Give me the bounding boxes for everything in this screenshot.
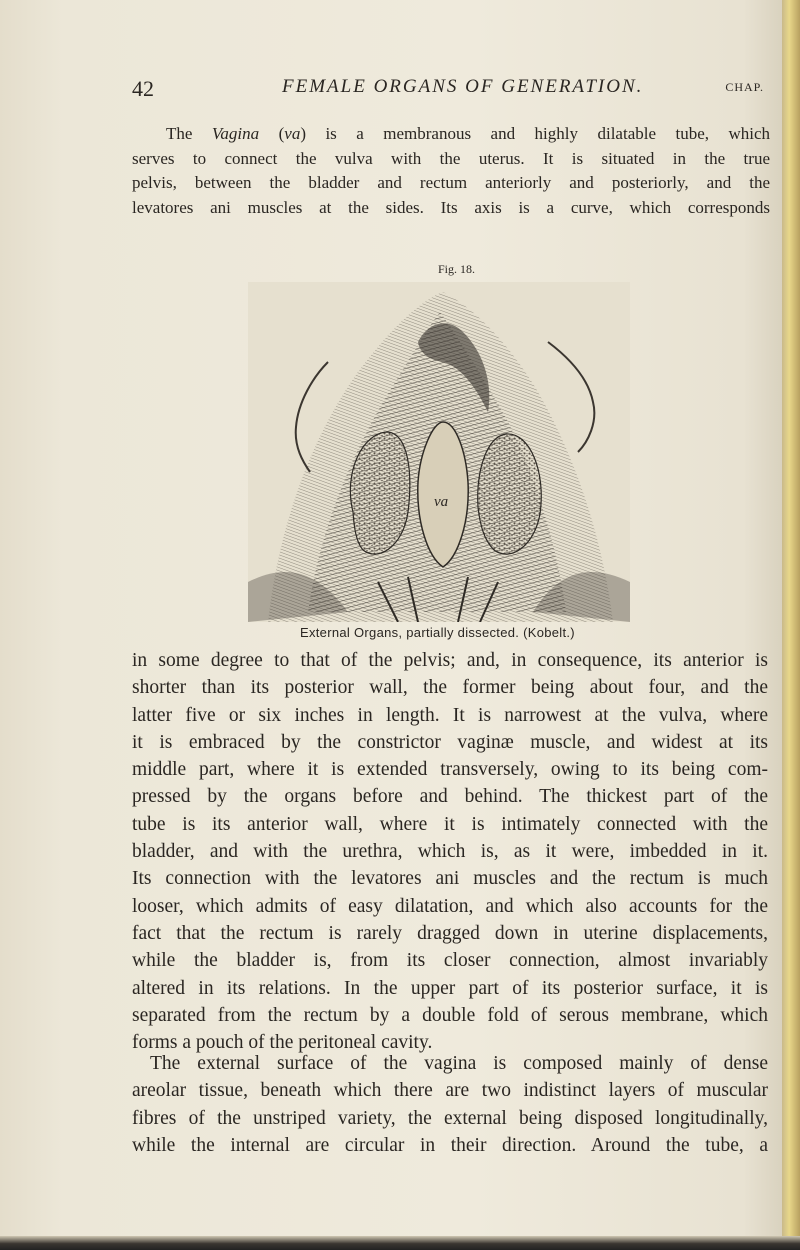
bottom-shadow — [0, 1236, 800, 1250]
running-head: FEMALE ORGANS OF GENERATION. — [282, 76, 644, 97]
page-number: 42 — [132, 76, 154, 101]
text-line: bladder, and with the urethra, which is, as it were, imbedded in it. — [132, 841, 768, 863]
text-line: while the internal are circular in their direction. Around the tube, a — [132, 1134, 768, 1156]
text-line: while the bladder is, from its closer connection, almost invariably — [132, 950, 768, 972]
text-line: forms a pouch of the peritoneal cavity. — [132, 1032, 433, 1054]
paragraph-vagina-intro — [132, 122, 770, 220]
text-line: fact that the rectum is rarely dragged down in uterine displacements, — [132, 922, 768, 944]
text-line: shorter than its posterior wall, the former being about four, and the — [132, 677, 768, 699]
text-line: Its connection with the levatores ani muscles and the rectum is much — [132, 868, 768, 890]
paragraph-external-surface — [132, 1050, 768, 1159]
text-line: tube is its anterior wall, where it is intimately connected with the — [132, 813, 768, 835]
page-header — [132, 76, 772, 106]
text-line: latter five or six inches in length. It is narrowest at the vulva, where — [132, 704, 768, 726]
figure-annotation-va: va — [434, 494, 449, 510]
figure-caption: External Organs, partially dissected. (Kobelt.) — [300, 625, 575, 640]
text-line: it is embraced by the constrictor vaginæ muscle, and widest at its — [132, 731, 768, 753]
figure-number: Fig. 18. — [438, 262, 476, 276]
text-line: in some degree to that of the pelvis; and, in consequence, its anterior is — [132, 650, 768, 671]
anatomical-engraving-figure — [248, 282, 630, 622]
text-line: The Vagina (va) is a membranous and highly dilatable tube, which — [166, 124, 770, 143]
text-line: fibres of the unstriped variety, the external being disposed longitudinally, — [132, 1107, 768, 1129]
text-line: The external surface of the vagina is composed mainly of dense — [150, 1053, 768, 1074]
text-line: middle part, where it is extended transversely, owing to its being com- — [132, 759, 768, 781]
text-line: pressed by the organs before and behind. The thickest part of the — [132, 786, 768, 808]
chapter-label: CHAP. — [725, 80, 764, 94]
text-line: areolar tissue, beneath which there are two indistinct layers of muscular — [132, 1080, 768, 1102]
text-line: serves to connect the vulva with the uterus. It is situated in the true — [132, 148, 770, 168]
text-line: levatores ani muscles at the sides. Its axis is a curve, which corresponds — [132, 197, 770, 217]
page-gilt-edge — [782, 0, 800, 1250]
text-line: looser, which admits of easy dilatation, and which also accounts for the — [132, 895, 768, 917]
paragraph-vagina-continued — [132, 647, 768, 1056]
right-bulb — [478, 434, 542, 554]
text-line: altered in its relations. In the upper part of its posterior surface, it is — [132, 977, 768, 999]
text-line: separated from the rectum by a double fold of serous membrane, which — [132, 1004, 768, 1026]
text-line: pelvis, between the bladder and rectum anteriorly and posteriorly, and the — [132, 173, 770, 192]
